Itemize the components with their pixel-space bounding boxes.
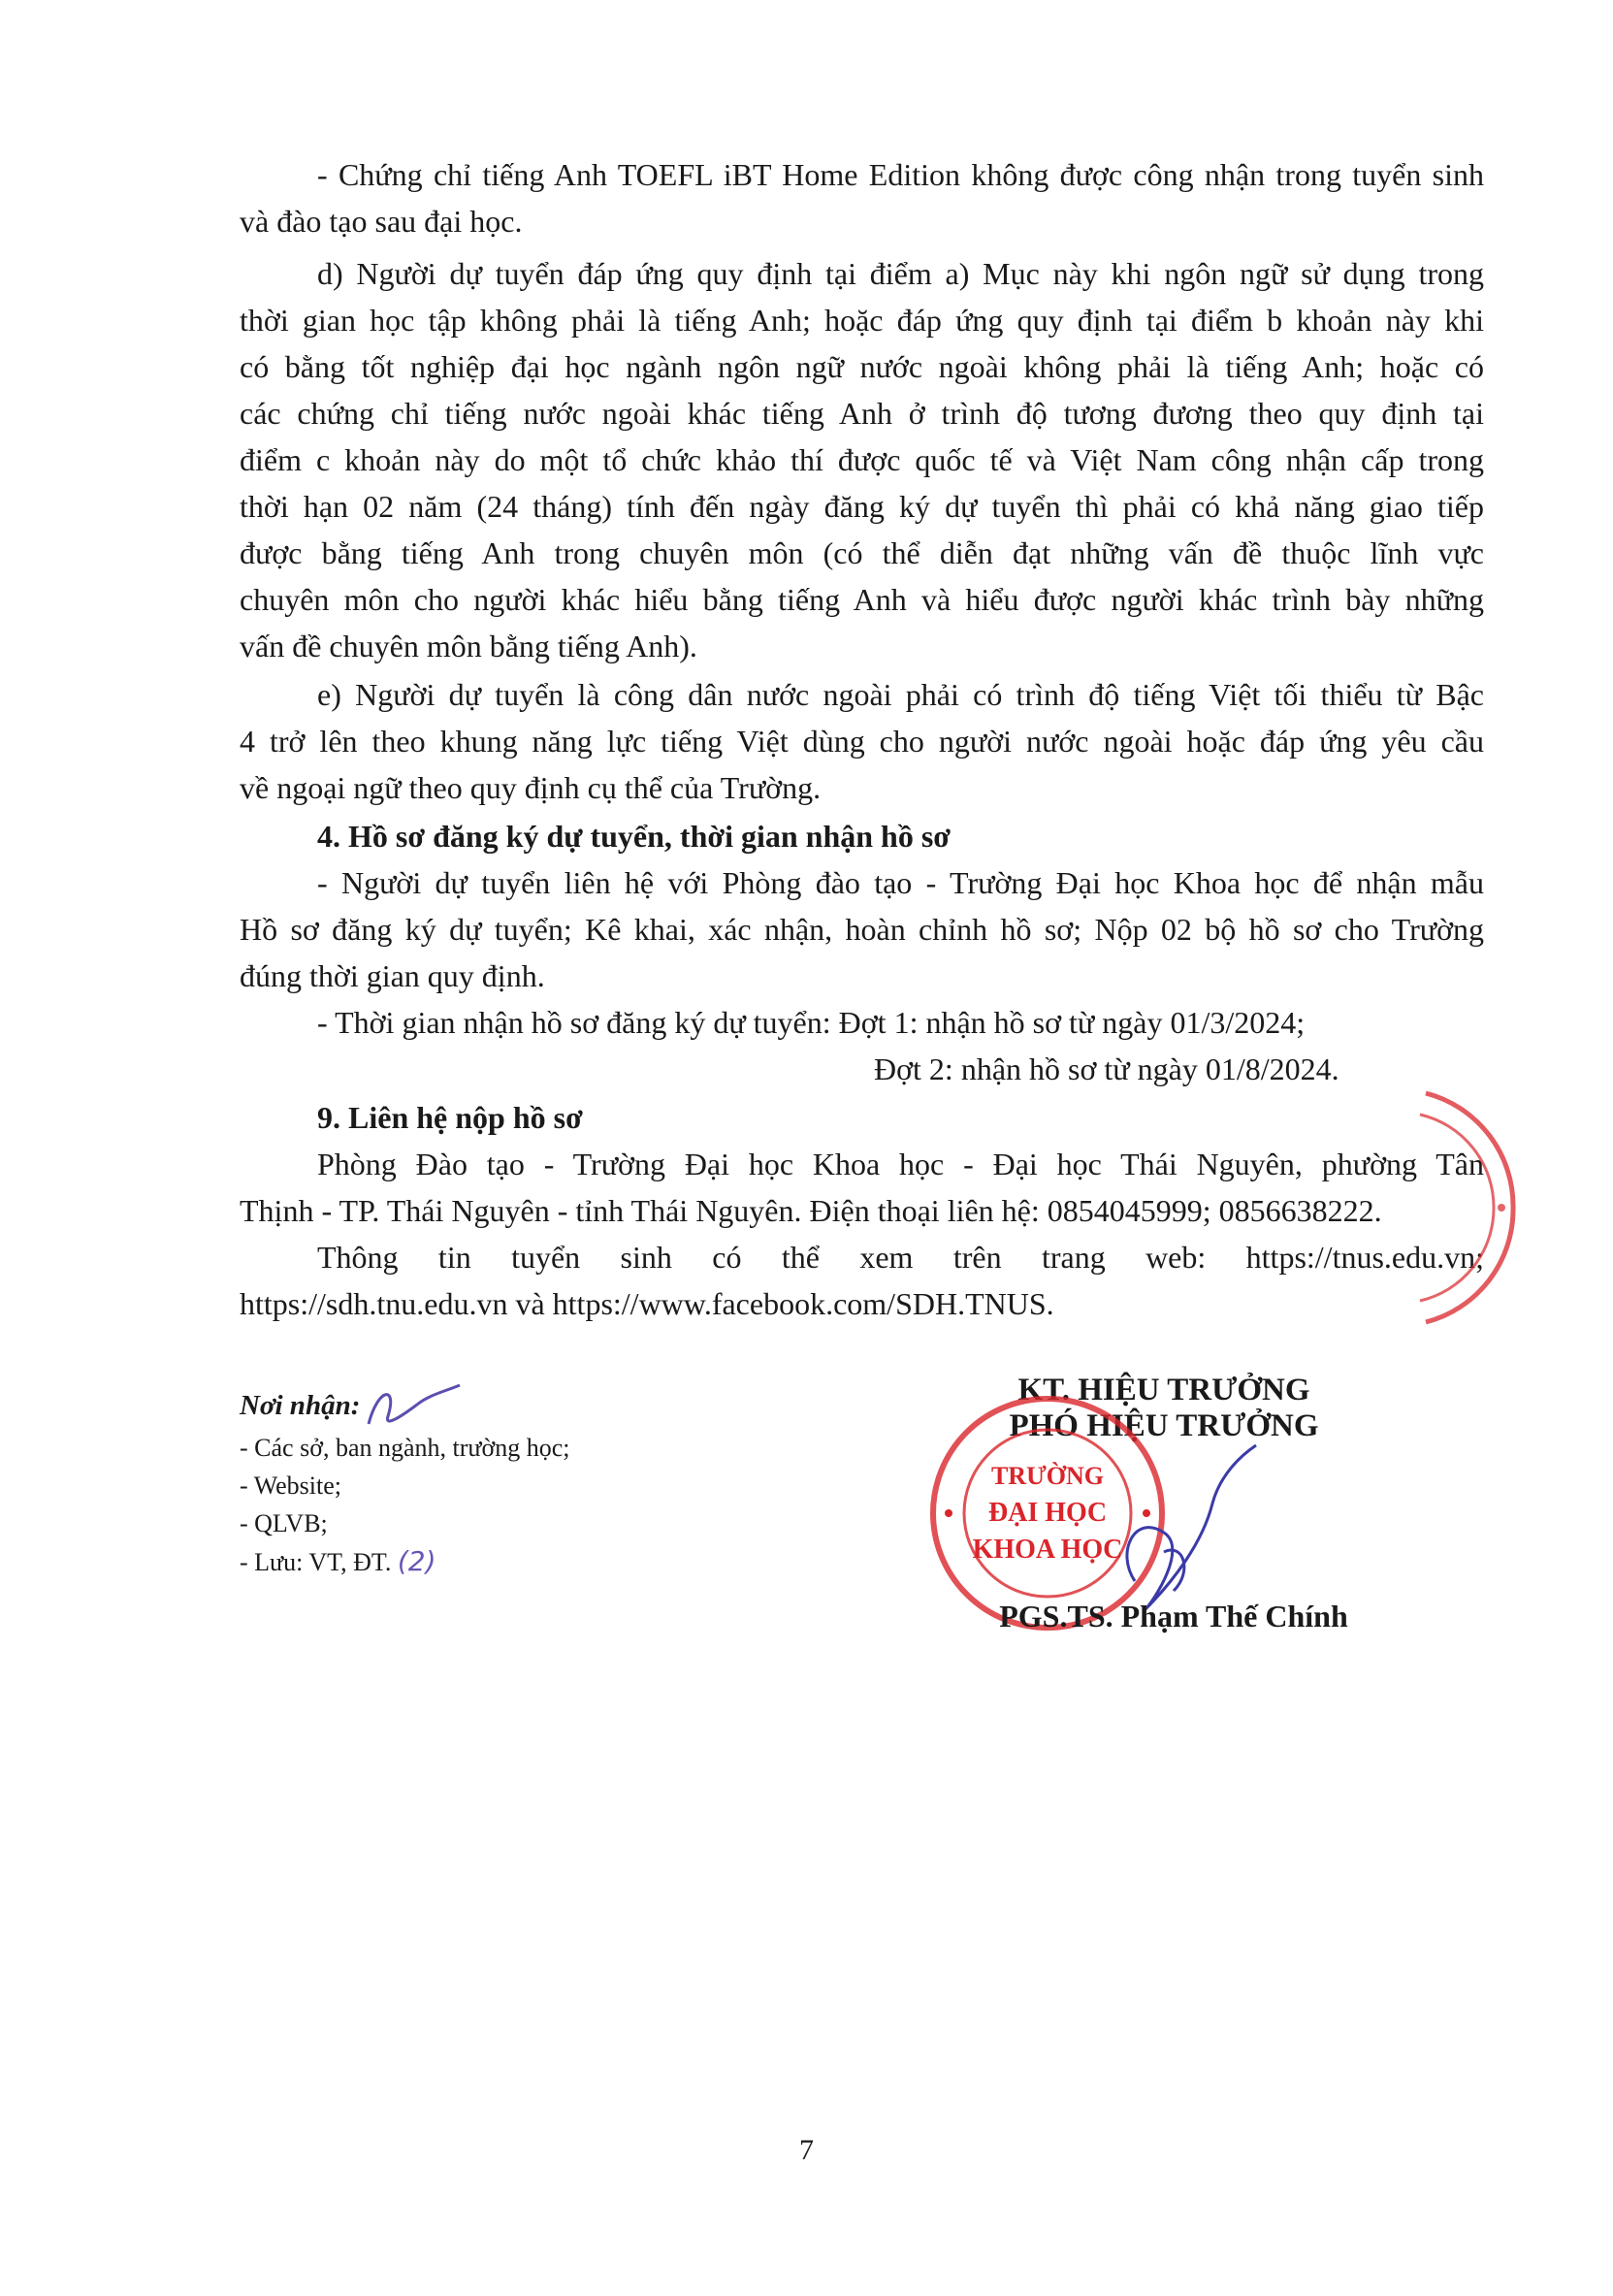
paragraph-d — [240, 250, 1484, 669]
paragraph-d-line: chuyên môn cho người khác hiểu bằng tiếng Anh và hiểu được người khác trình bày những — [240, 582, 1484, 617]
signer-name: PGS.TS. Phạm Thế Chính — [999, 1599, 1348, 1633]
recipient-item-text: - Lưu: VT, ĐT. — [240, 1548, 392, 1576]
section-9-address-line: Thịnh - TP. Thái Nguyên - tỉnh Thái Nguyên. Điện thoại liên hệ: 0854045999; 0856638222. — [240, 1193, 1382, 1228]
section-9-web — [240, 1234, 1484, 1327]
recipient-item: - Website; — [240, 1471, 342, 1500]
paragraph-d-line: các chứng chỉ tiếng nước ngoài khác tiếng Anh ở trình độ tương đương theo quy định tại — [240, 396, 1484, 431]
toefl-line: và đào tạo sau đại học. — [240, 204, 523, 239]
section-9-title: 9. Liên hệ nộp hồ sơ — [317, 1100, 583, 1135]
seal-line: KHOA HỌC — [972, 1535, 1123, 1565]
recipients-list — [240, 1429, 744, 1581]
recipient-item: - QLVB; — [240, 1509, 328, 1537]
section-9-address-line: Phòng Đào tạo - Trường Đại học Khoa học - Đại học Thái Nguyên, phường Tân — [317, 1147, 1484, 1181]
section-4-contact — [240, 859, 1484, 999]
handwritten-count: (2) — [397, 1545, 436, 1577]
paragraph-e-line: 4 trở lên theo khung năng lực tiếng Việt dùng cho người nước ngoài hoặc đáp ứng yêu cầu — [240, 724, 1484, 759]
section-4-contact-line: đúng thời gian quy định. — [240, 958, 545, 993]
toefl-line: - Chứng chỉ tiếng Anh TOEFL iBT Home Edition không được công nhận trong tuyển sinh — [317, 157, 1484, 192]
page-number: 7 — [799, 2134, 814, 2166]
section-4-contact-line: Hồ sơ đăng ký dự tuyển; Kê khai, xác nhận, hoàn chỉnh hồ sơ; Nộp 02 bộ hồ sơ cho Trường — [240, 912, 1484, 947]
paragraph-d-line: thời gian học tập không phải là tiếng Anh; hoặc đáp ứng quy định tại điểm b khoản này khi — [240, 303, 1484, 338]
recipients-block — [240, 1382, 744, 1581]
paragraph-d-line: được bằng tiếng Anh trong chuyên môn (có thể diễn đạt những vấn đề thuộc lĩnh vực — [240, 535, 1484, 570]
section-9-address — [240, 1141, 1484, 1234]
paragraph-d-line: có bằng tốt nghiệp đại học ngành ngôn ngữ nước ngoài không phải là tiếng Anh; hoặc có — [240, 349, 1484, 384]
section-4-title: 4. Hồ sơ đăng ký dự tuyển, thời gian nhận hồ sơ — [317, 819, 952, 854]
paragraph-e — [240, 671, 1484, 811]
paragraph-d-line: thời hạn 02 năm (24 tháng) tính đến ngày đăng ký dự tuyển thì phải có khả năng giao tiếp — [240, 489, 1484, 524]
section-4-time-line: - Thời gian nhận hồ sơ đăng ký dự tuyển: Đợt 1: nhận hồ sơ từ ngày 01/3/2024; — [317, 1005, 1306, 1040]
section-9-web-line: https://sdh.tnu.edu.vn và https://www.facebook.com/SDH.TNUS. — [240, 1286, 1054, 1321]
paragraph-d-line: d) Người dự tuyển đáp ứng quy định tại điểm a) Mục này khi ngôn ngữ sử dụng trong — [317, 256, 1484, 291]
paragraph-d-line: vấn đề chuyên môn bằng tiếng Anh). — [240, 629, 697, 663]
section-4-time-line: Đợt 2: nhận hồ sơ từ ngày 01/8/2024. — [874, 1051, 1339, 1086]
signature-subtitle: PHÓ HIỆU TRƯỞNG — [1009, 1408, 1319, 1443]
section-9-web-line: Thông tin tuyển sinh có thể xem trên trang web: https://tnus.edu.vn; — [317, 1240, 1484, 1275]
toefl-note — [240, 151, 1484, 244]
recipient-item: - Các sở, ban ngành, trường học; — [240, 1434, 570, 1462]
initial-scribble-icon — [359, 1377, 466, 1436]
section-4-time — [240, 999, 1484, 1092]
paragraph-d-line: điểm c khoản này do một tổ chức khảo thí được quốc tế và Việt Nam công nhận cấp trong — [240, 442, 1484, 477]
partial-seal-icon — [1397, 1082, 1523, 1334]
paragraph-e-line: e) Người dự tuyển là công dân nước ngoài phải có trình độ tiếng Việt tối thiểu từ Bậc — [317, 677, 1484, 712]
signature-title: KT. HIỆU TRƯỞNG — [1017, 1373, 1310, 1407]
seal-line: TRƯỜNG — [990, 1462, 1105, 1490]
recipient-item — [240, 1542, 744, 1581]
recipients-title: Nơi nhận: — [240, 1390, 361, 1421]
section-4-contact-line: - Người dự tuyển liên hệ với Phòng đào tạo - Trường Đại học Khoa học để nhận mẫu — [317, 865, 1484, 900]
paragraph-e-line: về ngoại ngữ theo quy định cụ thể của Trường. — [240, 770, 822, 805]
seal-line: ĐẠI HỌC — [987, 1498, 1108, 1528]
